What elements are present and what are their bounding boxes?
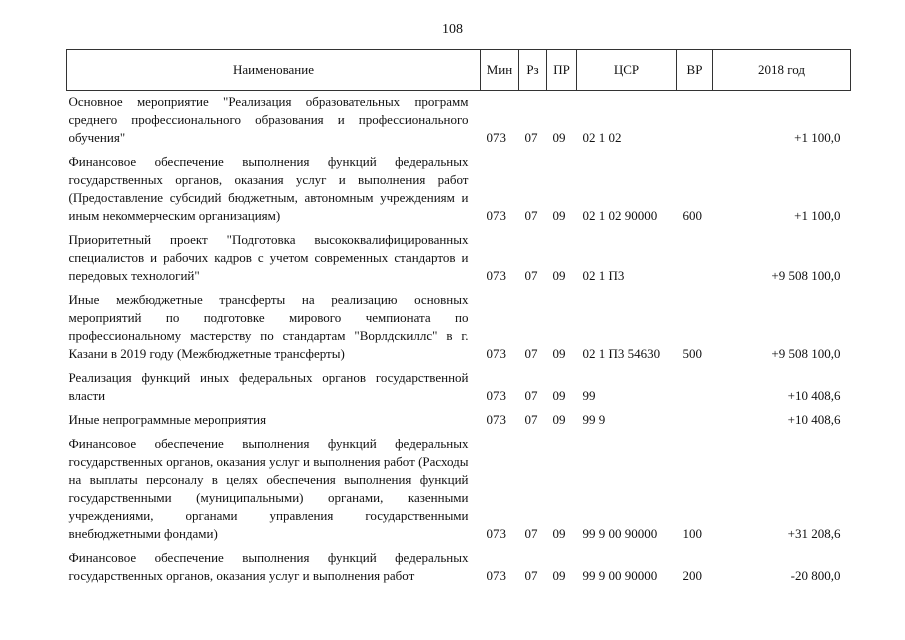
row-vr: 200: [682, 568, 702, 583]
table-row: [67, 543, 851, 585]
header-year: 2018 год: [713, 50, 851, 91]
row-min: 073: [486, 208, 506, 223]
table-row: [67, 285, 851, 363]
row-name: Иные межбюджетные трансферты на реализацию основных мероприятий по подготовке мирового чемпионата по профессиональному мастерству по стандартам "Ворлдскиллс" в г. Казани в 2019 году (Межбюджетные трансферты): [68, 292, 469, 361]
table-row: [67, 405, 851, 429]
row-rz: 07: [524, 130, 538, 145]
row-name: Реализация функций иных федеральных органов государственной власти: [68, 370, 469, 403]
row-vr: [677, 405, 713, 429]
row-vr: 100: [682, 526, 702, 541]
header-vr: ВР: [677, 50, 713, 91]
row-csr: 99: [582, 388, 596, 403]
row-csr: 99 9: [582, 412, 606, 427]
row-name: Финансовое обеспечение выполнения функций федеральных государственных органов, оказания услуг и выполнения работ: [68, 550, 469, 583]
row-pr: 09: [552, 526, 566, 541]
budget-table: [66, 49, 851, 585]
row-rz: 07: [524, 412, 538, 427]
row-csr: 99 9 00 90000: [582, 568, 658, 583]
table-row: [67, 429, 851, 543]
table-header: [67, 50, 851, 91]
row-rz: 07: [524, 208, 538, 223]
row-pr: 09: [552, 268, 566, 283]
row-csr: 02 1 02: [582, 130, 622, 145]
row-pr: 09: [552, 130, 566, 145]
row-pr: 09: [552, 388, 566, 403]
row-rz: 07: [524, 268, 538, 283]
row-amount: +9 508 100,0: [771, 346, 841, 361]
row-csr: 02 1 02 90000: [582, 208, 658, 223]
row-vr: 600: [682, 208, 702, 223]
row-csr: 99 9 00 90000: [582, 526, 658, 541]
header-rz: Рз: [519, 50, 547, 91]
row-name: Иные непрограммные мероприятия: [68, 412, 267, 427]
row-min: 073: [486, 412, 506, 427]
row-pr: 09: [552, 208, 566, 223]
row-pr: 09: [552, 568, 566, 583]
row-rz: 07: [524, 388, 538, 403]
row-min: 073: [486, 526, 506, 541]
row-amount: -20 800,0: [790, 568, 841, 583]
row-vr: [677, 91, 713, 148]
row-rz: 07: [524, 346, 538, 361]
row-name: Финансовое обеспечение выполнения функций федеральных государственных органов, оказания услуг и выполнения работ (Расходы на выплаты персоналу в целях обеспечения выполнения функций государственными (муниципальными) органами, казенными учреждениями, органами управления государственными внебюджетными фондами): [68, 436, 469, 541]
row-name: Приоритетный проект "Подготовка высококвалифицированных специалистов и рабочих кадров с учетом современных стандартов и передовых технологий": [68, 232, 469, 283]
table-row: [67, 363, 851, 405]
header-pr: ПР: [547, 50, 577, 91]
row-name: Основное мероприятие "Реализация образовательных программ среднего профессионального образования и профессионального обучения": [68, 94, 469, 145]
row-min: 073: [486, 346, 506, 361]
page-number: 108: [442, 22, 463, 37]
row-csr: 02 1 П3 54630: [582, 346, 661, 361]
header-csr: ЦСР: [577, 50, 677, 91]
row-pr: 09: [552, 346, 566, 361]
row-amount: +10 408,6: [787, 412, 841, 427]
row-vr: [677, 225, 713, 285]
table-row: [67, 225, 851, 285]
row-csr: 02 1 П3: [582, 268, 625, 283]
header-min: Мин: [481, 50, 519, 91]
row-min: 073: [486, 268, 506, 283]
row-amount: +10 408,6: [787, 388, 841, 403]
row-rz: 07: [524, 568, 538, 583]
row-min: 073: [486, 568, 506, 583]
row-vr: [677, 363, 713, 405]
row-vr: 500: [682, 346, 702, 361]
row-pr: 09: [552, 412, 566, 427]
header-name: Наименование: [67, 50, 481, 91]
table-row: [67, 91, 851, 148]
row-amount: +9 508 100,0: [771, 268, 841, 283]
row-amount: +1 100,0: [794, 208, 841, 223]
row-min: 073: [486, 130, 506, 145]
row-amount: +31 208,6: [787, 526, 841, 541]
row-amount: +1 100,0: [794, 130, 841, 145]
row-min: 073: [486, 388, 506, 403]
table-row: [67, 147, 851, 225]
row-rz: 07: [524, 526, 538, 541]
table-body: [67, 91, 851, 586]
row-name: Финансовое обеспечение выполнения функций федеральных государственных органов, оказания услуг и выполнения работ (Предоставление субсидий бюджетным, автономным учреждениям и иным некоммерческим организациям): [68, 154, 469, 223]
